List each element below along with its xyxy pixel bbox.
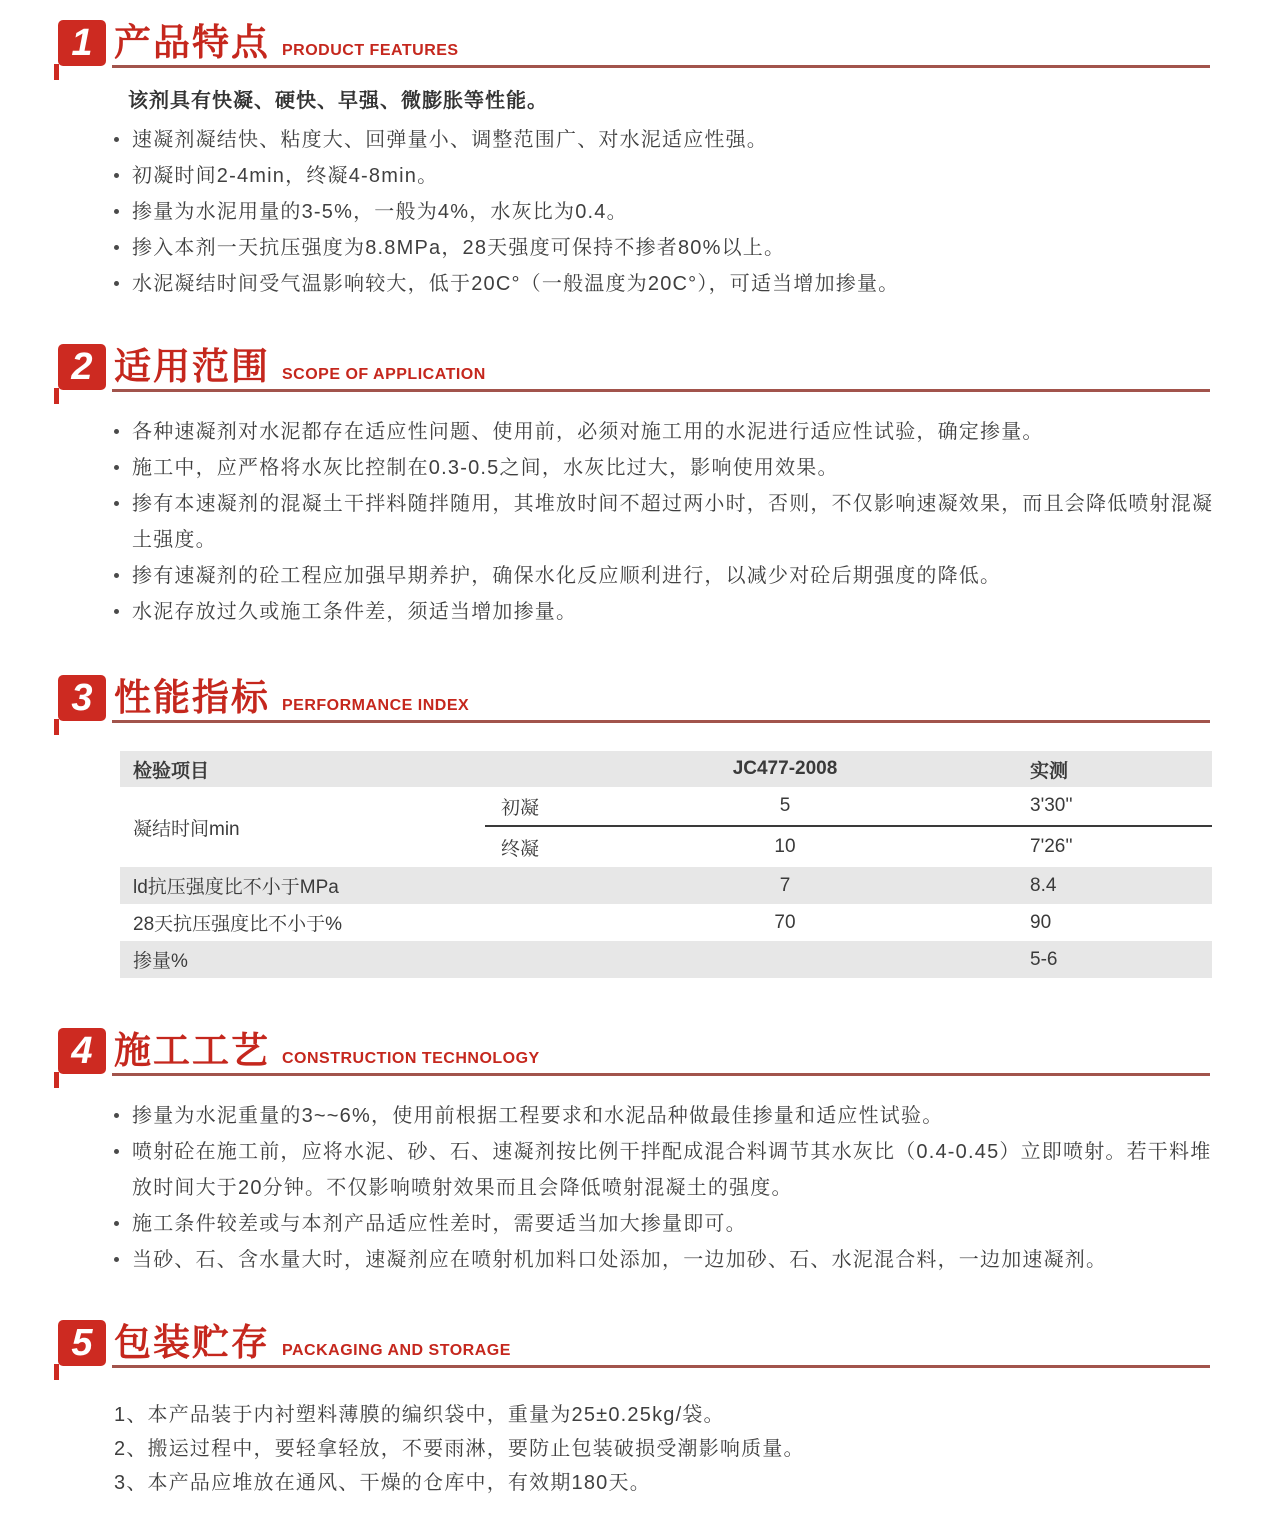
bullet-text: 施工条件较差或与本剂产品适应性差时，需要适当加大掺量即可。 bbox=[132, 1213, 747, 1235]
bullet-item bbox=[114, 1098, 1216, 1134]
section-4-bullet-list bbox=[114, 1098, 1216, 1278]
table-row-setting-time bbox=[120, 787, 1212, 867]
bullet-text: 掺有速凝剂的砼工程应加强早期养护，确保水化反应顺利进行，以减少对砼后期强度的降低。 bbox=[132, 565, 1002, 587]
bullet-item bbox=[114, 558, 1216, 594]
bullet-text: 速凝剂凝结快、粘度大、回弹量小、调整范围广、对水泥适应性强。 bbox=[132, 129, 768, 151]
bullet-text: 掺入本剂一天抗压强度为8.8MPa，28天强度可保持不掺者80%以上。 bbox=[132, 237, 786, 259]
table-cell-initial-standard: 5 bbox=[650, 787, 920, 827]
bullet-item bbox=[114, 122, 1216, 158]
bullet-text: 掺量为水泥用量的3-5%，一般为4%，水灰比为0.4。 bbox=[132, 201, 628, 223]
section-underline-1 bbox=[112, 65, 1210, 68]
bullet-text: 掺量为水泥重量的3~~6%，使用前根据工程要求和水泥品种做最佳掺量和适应性试验。 bbox=[132, 1105, 944, 1127]
bullet-dot-icon bbox=[114, 1257, 119, 1262]
section-title-zh-1: 产品特点 bbox=[114, 22, 270, 63]
section-underline-2 bbox=[112, 389, 1210, 392]
table-cell-dosage-standard bbox=[650, 941, 920, 978]
bullet-dot-icon bbox=[114, 281, 119, 286]
table-header-row bbox=[120, 751, 1212, 787]
section-title-zh-5: 包装贮存 bbox=[114, 1322, 270, 1363]
section-1-intro: 该剂具有快凝、硬快、早强、微膨胀等性能。 bbox=[128, 90, 548, 112]
section-1-bullet-list bbox=[114, 122, 1216, 302]
section-packaging-storage bbox=[0, 1320, 1280, 1500]
bullet-item bbox=[114, 486, 1216, 558]
section-titles-3 bbox=[114, 667, 469, 721]
table-cell-1d-standard: 7 bbox=[779, 874, 791, 896]
table-cell-28d-item: 28天抗压强度比不小于% bbox=[133, 914, 343, 935]
section-5-numbered-list bbox=[114, 1398, 1216, 1500]
bullet-dot-icon bbox=[114, 1221, 119, 1226]
bullet-item bbox=[114, 266, 1216, 302]
bullet-item bbox=[114, 594, 1216, 630]
table-cell-setting-time-label: 凝结时间min bbox=[133, 818, 240, 840]
table-cell-dosage-item: 掺量% bbox=[133, 951, 188, 972]
section-title-zh-4: 施工工艺 bbox=[114, 1030, 270, 1071]
section-number-badge-3: 3 bbox=[58, 675, 106, 721]
bullet-dot-icon bbox=[114, 1113, 119, 1118]
section-title-en-4: CONSTRUCTION TECHNOLOGY bbox=[282, 1050, 540, 1067]
section-performance-index bbox=[0, 675, 1280, 978]
section-construction-technology bbox=[0, 1028, 1280, 1278]
bullet-item bbox=[114, 158, 1216, 194]
table-header-item: 检验项目 bbox=[133, 760, 210, 782]
bullet-text: 水泥凝结时间受气温影响较大，低于20C°（一般温度为20C°），可适当增加掺量。 bbox=[132, 273, 900, 295]
bullet-dot-icon bbox=[114, 573, 119, 578]
bullet-text: 当砂、石、含水量大时，速凝剂应在喷射机加料口处添加，一边加砂、石、水泥混合料，一边加速凝剂。 bbox=[132, 1249, 1108, 1271]
table-row-1d-strength bbox=[120, 867, 1212, 904]
table-cell-initial-label: 初凝 bbox=[485, 787, 650, 827]
section-number-badge-1: 1 bbox=[58, 20, 106, 66]
section-header-4 bbox=[58, 1028, 1210, 1076]
bullet-text: 喷射砼在施工前，应将水泥、砂、石、速凝剂按比例干拌配成混合料调节其水灰比（0.4-0.45）立即喷射。若干料堆放时间大于20分钟。不仅影响喷射效果而且会降低喷射混凝土的强度。 bbox=[132, 1141, 1212, 1199]
bullet-item bbox=[114, 1206, 1216, 1242]
numbered-item: 2、搬运过程中，要轻拿轻放，不要雨淋，要防止包装破损受潮影响质量。 bbox=[114, 1438, 805, 1460]
table-cell-dosage-measured: 5-6 bbox=[1030, 948, 1058, 970]
section-number-badge-2: 2 bbox=[58, 344, 106, 390]
section-titles-5 bbox=[114, 1312, 511, 1366]
section-titles-1 bbox=[114, 12, 459, 66]
section-title-zh-3: 性能指标 bbox=[114, 677, 270, 718]
bullet-dot-icon bbox=[114, 137, 119, 142]
section-2-bullet-list bbox=[114, 414, 1216, 630]
table-row-28d-strength bbox=[120, 904, 1212, 941]
bullet-text: 各种速凝剂对水泥都存在适应性问题、使用前，必须对施工用的水泥进行适应性试验，确定掺量。 bbox=[132, 421, 1044, 443]
bullet-dot-icon bbox=[114, 1149, 119, 1154]
section-underline-5 bbox=[112, 1365, 1210, 1368]
bullet-dot-icon bbox=[114, 501, 119, 506]
numbered-item: 1、本产品装于内衬塑料薄膜的编织袋中，重量为25±0.25kg/袋。 bbox=[114, 1404, 725, 1426]
table-cell-1d-measured: 8.4 bbox=[1030, 874, 1057, 896]
bullet-dot-icon bbox=[114, 465, 119, 470]
section-number-badge-4: 4 bbox=[58, 1028, 106, 1074]
section-header-5 bbox=[58, 1320, 1210, 1368]
bullet-dot-icon bbox=[114, 173, 119, 178]
bullet-text: 水泥存放过久或施工条件差，须适当增加掺量。 bbox=[132, 601, 578, 623]
bullet-text: 初凝时间2-4min，终凝4-8min。 bbox=[132, 165, 439, 187]
table-header-standard: JC477-2008 bbox=[732, 758, 838, 779]
numbered-item: 3、本产品应堆放在通风、干燥的仓库中，有效期180天。 bbox=[114, 1472, 651, 1494]
table-cell-1d-item: ld抗压强度比不小于MPa bbox=[133, 877, 339, 898]
bullet-dot-icon bbox=[114, 609, 119, 614]
bullet-item bbox=[114, 194, 1216, 230]
table-cell-initial-measured: 3'30'' bbox=[920, 787, 1212, 827]
section-header-1 bbox=[58, 20, 1210, 68]
bullet-text: 掺有本速凝剂的混凝土干拌料随拌随用，其堆放时间不超过两小时，否则，不仅影响速凝效果，而且会降低喷射混凝土强度。 bbox=[132, 493, 1214, 551]
bullet-item bbox=[114, 230, 1216, 266]
section-titles-2 bbox=[114, 336, 486, 390]
section-title-en-3: PERFORMANCE INDEX bbox=[282, 697, 470, 714]
bullet-item bbox=[114, 414, 1216, 450]
bullet-dot-icon bbox=[114, 209, 119, 214]
table-cell-final-label: 终凝 bbox=[501, 838, 540, 860]
section-titles-4 bbox=[114, 1020, 540, 1074]
section-title-en-5: PACKAGING AND STORAGE bbox=[282, 1342, 511, 1359]
bullet-dot-icon bbox=[114, 245, 119, 250]
section-header-3 bbox=[58, 675, 1210, 723]
section-title-en-2: SCOPE OF APPLICATION bbox=[282, 366, 486, 383]
table-cell-final-measured: 7'26'' bbox=[1030, 836, 1073, 857]
section-title-zh-2: 适用范围 bbox=[114, 346, 270, 387]
bullet-item bbox=[114, 450, 1216, 486]
table-cell-final-standard: 10 bbox=[774, 836, 796, 857]
table-row-dosage bbox=[120, 941, 1212, 978]
section-number-badge-5: 5 bbox=[58, 1320, 106, 1366]
section-underline-3 bbox=[112, 720, 1210, 723]
performance-table bbox=[120, 751, 1212, 978]
bullet-item bbox=[114, 1134, 1216, 1206]
table-cell-28d-measured: 90 bbox=[1030, 911, 1052, 933]
table-cell-28d-standard: 70 bbox=[774, 911, 796, 933]
section-product-features bbox=[0, 20, 1280, 302]
section-header-2 bbox=[58, 344, 1210, 392]
bullet-item bbox=[114, 1242, 1216, 1278]
section-underline-4 bbox=[112, 1073, 1210, 1076]
section-title-en-1: PRODUCT FEATURES bbox=[282, 42, 459, 59]
table-header-measured: 实测 bbox=[1030, 760, 1069, 782]
bullet-dot-icon bbox=[114, 429, 119, 434]
bullet-text: 施工中，应严格将水灰比控制在0.3-0.5之间，水灰比过大，影响使用效果。 bbox=[132, 457, 839, 479]
section-scope-of-application bbox=[0, 344, 1280, 630]
